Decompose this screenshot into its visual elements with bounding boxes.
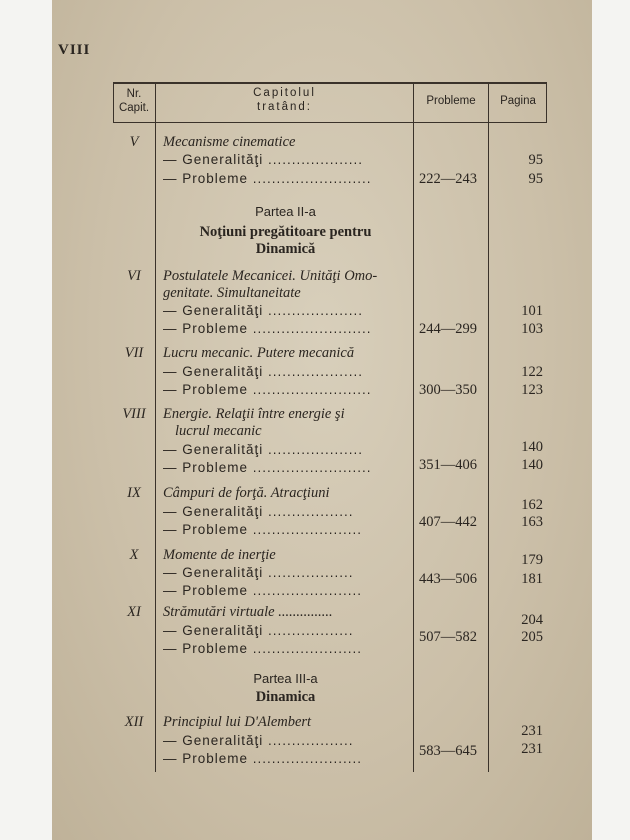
chapter-title: Câmpuri de forţă. Atracţiuni	[163, 485, 330, 501]
problem-range: 583—645	[419, 743, 477, 759]
prob-page: 95	[528, 171, 543, 187]
part-title: Dinamică	[255, 241, 316, 257]
problem-range: 244—299	[419, 321, 477, 337]
problem-range: 507—582	[419, 629, 477, 645]
col-divider-2	[413, 82, 414, 772]
chapter-title: Mecanisme cinematice	[163, 134, 296, 150]
gen-page: 122	[521, 364, 543, 380]
chapter-number: XII	[124, 714, 144, 730]
top-rule	[113, 82, 547, 84]
probleme-line: — Probleme .......................	[163, 751, 363, 766]
header-probleme: Probleme	[426, 95, 476, 107]
problem-range: 443—506	[419, 571, 477, 587]
col-divider-1	[155, 82, 156, 772]
probleme-line: — Probleme .........................	[163, 382, 372, 397]
probleme-line: — Probleme .......................	[163, 641, 363, 656]
chapter-number: VI	[127, 268, 141, 284]
gen-page: 231	[521, 723, 543, 739]
part-title: Dinamica	[255, 689, 316, 705]
generalitati-line: — Generalităţi ....................	[163, 442, 364, 457]
probleme-line: — Probleme .......................	[163, 583, 363, 598]
probleme-line: — Probleme .........................	[163, 171, 372, 186]
part-label: Partea II-a	[255, 204, 316, 219]
gen-page: 95	[528, 152, 543, 168]
chapter-title: Lucru mecanic. Putere mecanică	[163, 345, 355, 361]
chapter-title: Principiul lui D'Alembert	[163, 714, 312, 730]
part-title: Noţiuni pregătitoare pentru	[199, 224, 372, 240]
generalitati-line: — Generalităţi ....................	[163, 303, 364, 318]
problem-range: 407—442	[419, 514, 477, 530]
generalitati-line: — Generalităţi ....................	[163, 152, 364, 167]
probleme-line: — Probleme .........................	[163, 460, 372, 475]
prob-page: 231	[521, 741, 543, 757]
gen-page: 101	[521, 303, 543, 319]
gen-page: 204	[521, 612, 543, 628]
prob-page: 123	[521, 382, 543, 398]
chapter-title: Strămutări virtuale ...............	[163, 604, 333, 620]
header-pagina: Pagina	[500, 95, 536, 107]
prob-page: 140	[521, 457, 543, 473]
prob-page: 181	[521, 571, 543, 587]
header-tratand: tratând:	[257, 101, 312, 113]
table-of-contents	[113, 82, 547, 772]
problem-range: 300—350	[419, 382, 477, 398]
chapter-number: XI	[127, 604, 141, 620]
probleme-line: — Probleme .........................	[163, 321, 372, 336]
chapter-title: Energie. Relaţii între energie şi	[163, 406, 345, 422]
chapter-number: V	[129, 134, 139, 150]
gen-page: 162	[521, 497, 543, 513]
header-rule	[113, 122, 547, 123]
chapter-title: genitate. Simultaneitate	[163, 285, 301, 301]
generalitati-line: — Generalităţi ..................	[163, 733, 354, 748]
generalitati-line: — Generalităţi ..................	[163, 565, 354, 580]
prob-page: 163	[521, 514, 543, 530]
prob-page: 205	[521, 629, 543, 645]
problem-range: 351—406	[419, 457, 477, 473]
prob-page: 103	[521, 321, 543, 337]
gen-page: 140	[521, 439, 543, 455]
probleme-line: — Probleme .......................	[163, 522, 363, 537]
generalitati-line: — Generalităţi ....................	[163, 364, 364, 379]
page-number: VIII	[58, 42, 91, 58]
generalitati-line: — Generalităţi ..................	[163, 623, 354, 638]
problem-range: 222—243	[419, 171, 477, 187]
chapter-number: VIII	[122, 406, 146, 422]
chapter-number: IX	[127, 485, 141, 501]
header-nr: Nr.	[126, 88, 142, 100]
chapter-title: Postulatele Mecanicei. Unităţi Omo-	[163, 268, 378, 284]
chapter-number: VII	[124, 345, 144, 361]
gen-page: 179	[521, 552, 543, 568]
header-capit: Capit.	[118, 102, 150, 114]
chapter-number: X	[129, 547, 139, 563]
generalitati-line: — Generalităţi ..................	[163, 504, 354, 519]
chapter-title: Momente de inerţie	[163, 547, 276, 563]
part-label: Partea III-a	[253, 671, 318, 686]
header-capitolul: Capitolul	[253, 87, 316, 99]
chapter-title: lucrul mecanic	[175, 423, 262, 439]
